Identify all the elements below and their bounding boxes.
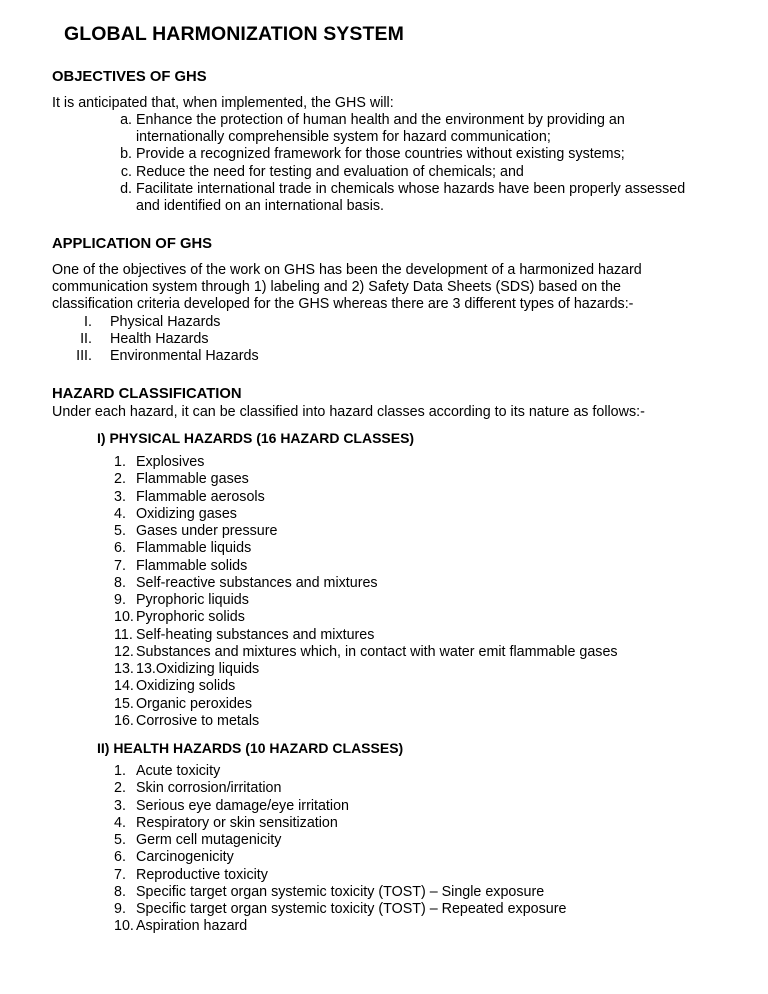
hazard-type-text: Health Hazards xyxy=(110,331,209,348)
list-item-text: Self-reactive substances and mixtures xyxy=(136,574,378,591)
objective-line: Provide a recognized framework for those countries without existing systems; xyxy=(136,146,625,163)
hazard-type-text: Environmental Hazards xyxy=(110,348,259,365)
list-item-text: Acute toxicity xyxy=(136,763,221,779)
objective-line: and identified on an international basis. xyxy=(136,197,384,214)
hazard-type-marker: III. xyxy=(76,348,92,365)
hazard-types-list xyxy=(52,314,352,368)
list-item-text: Gases under pressure xyxy=(136,523,278,539)
list-marker: 1. xyxy=(114,763,126,779)
list-item-text: Serious eye damage/eye irritation xyxy=(136,797,349,814)
list-marker: 7. xyxy=(114,866,126,883)
list-marker: 2. xyxy=(114,471,126,488)
list-item-text: Carcinogenicity xyxy=(136,849,234,866)
list-marker: 12. xyxy=(114,643,134,660)
list-marker: 15. xyxy=(114,695,134,712)
list-marker: 9. xyxy=(114,901,126,917)
list-item-text: 13.Oxidizing liquids xyxy=(136,661,260,677)
list-marker: 16. xyxy=(114,712,134,729)
list-marker: 7. xyxy=(114,557,126,574)
classification-intro: Under each hazard, it can be classified into hazard classes according to its nature as follows:- xyxy=(52,404,645,420)
application-paragraph: One of the objectives of the work on GHS has been the development of a harmonized hazard communication system through 1) labeling and 2) Safety Data Sheets (SDS) based on the classification criteria developed for the GHS whereas there are 3 different types of hazards:- xyxy=(52,262,642,313)
list-marker: 14. xyxy=(114,678,134,695)
list-item-text: Skin corrosion/irritation xyxy=(136,780,282,797)
list-marker: 3. xyxy=(114,488,126,505)
objectives-intro: It is anticipated that, when implemented, the GHS will: xyxy=(52,95,394,111)
list-marker: 6. xyxy=(114,540,126,557)
list-marker: 13. xyxy=(114,661,134,677)
list-marker: 3. xyxy=(114,797,126,814)
physical-hazards-list xyxy=(114,454,674,734)
list-item-text: Substances and mixtures which, in contact with water emit flammable gases xyxy=(136,643,618,660)
list-item-text: Specific target organ systemic toxicity (TOST) – Repeated exposure xyxy=(136,901,567,917)
classification-heading: HAZARD CLASSIFICATION xyxy=(52,386,242,402)
list-item-text: Flammable aerosols xyxy=(136,488,265,505)
list-marker: 4. xyxy=(114,505,126,522)
objective-marker: c. xyxy=(120,163,132,180)
physical-hazards-heading: I) PHYSICAL HAZARDS (16 HAZARD CLASSES) xyxy=(97,430,415,446)
list-marker: 6. xyxy=(114,849,126,866)
list-marker: 1. xyxy=(114,454,126,470)
list-item-text: Flammable solids xyxy=(136,557,248,574)
list-marker: 10. xyxy=(114,609,134,626)
list-item-text: Flammable liquids xyxy=(136,540,252,557)
objectives-heading: OBJECTIVES OF GHS xyxy=(52,69,207,85)
objective-line: Facilitate international trade in chemicals whose hazards have been properly assessed xyxy=(136,180,686,197)
health-hazards-list xyxy=(114,763,674,939)
list-item-text: Reproductive toxicity xyxy=(136,866,268,883)
list-item-text: Specific target organ systemic toxicity (TOST) – Single exposure xyxy=(136,883,545,900)
hazard-type-marker: II. xyxy=(80,331,92,348)
list-marker: 10. xyxy=(114,918,134,935)
health-hazards-heading: II) HEALTH HAZARDS (10 HAZARD CLASSES) xyxy=(97,740,404,756)
list-item-text: Aspiration hazard xyxy=(136,918,248,935)
objective-line: Enhance the protection of human health and the environment by providing an xyxy=(136,112,625,128)
hazard-type-marker: I. xyxy=(84,314,92,330)
objective-marker: d. xyxy=(120,180,132,197)
objective-marker: a. xyxy=(120,112,132,128)
objective-line: internationally comprehensible system for hazard communication; xyxy=(136,129,551,146)
list-item-text: Respiratory or skin sensitization xyxy=(136,814,338,831)
list-marker: 4. xyxy=(114,814,126,831)
list-marker: 5. xyxy=(114,523,126,539)
objectives-list xyxy=(106,112,726,222)
list-item-text: Germ cell mutagenicity xyxy=(136,832,282,848)
objective-line: Reduce the need for testing and evaluation of chemicals; and xyxy=(136,163,524,180)
list-item-text: Oxidizing gases xyxy=(136,505,237,522)
list-item-text: Self-heating substances and mixtures xyxy=(136,626,375,643)
list-marker: 9. xyxy=(114,592,126,608)
document-title: GLOBAL HARMONIZATION SYSTEM xyxy=(64,23,404,45)
list-marker: 11. xyxy=(114,626,133,643)
list-item-text: Organic peroxides xyxy=(136,695,253,712)
list-item-text: Oxidizing solids xyxy=(136,678,236,695)
list-item-text: Explosives xyxy=(136,454,205,470)
list-item-text: Flammable gases xyxy=(136,471,249,488)
list-marker: 5. xyxy=(114,832,126,848)
application-heading: APPLICATION OF GHS xyxy=(52,236,213,252)
hazard-type-text: Physical Hazards xyxy=(110,314,221,330)
objective-marker: b. xyxy=(120,146,132,163)
list-item-text: Pyrophoric solids xyxy=(136,609,245,626)
list-marker: 2. xyxy=(114,780,126,797)
list-marker: 8. xyxy=(114,883,126,900)
list-item-text: Pyrophoric liquids xyxy=(136,592,249,608)
list-marker: 8. xyxy=(114,574,126,591)
list-item-text: Corrosive to metals xyxy=(136,712,260,729)
